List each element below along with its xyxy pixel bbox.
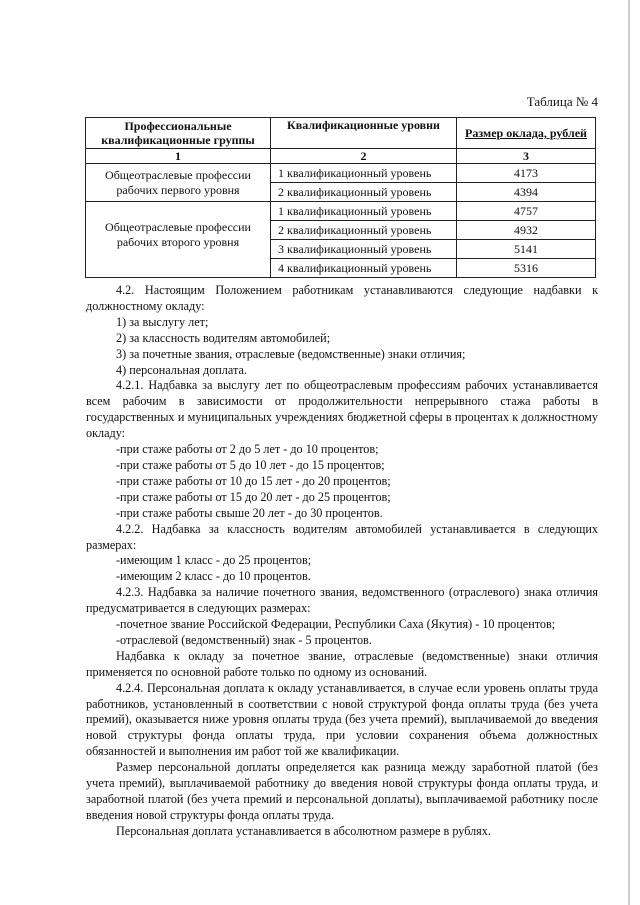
paragraph: 4.2. Настоящим Положением работникам устанавливаются следующие надбавки к должностному окладу: <box>86 283 598 313</box>
header-group: Профессиональные квалификационные группы <box>86 118 271 149</box>
paragraph: 4.2.3. Надбавка за наличие почетного звания, ведомственного (отраслевого) знака отличия предусматривается в следующих размерах: <box>86 585 598 616</box>
level-cell: 2 квалификационный уровень <box>271 221 457 240</box>
header-salary-text: Размер оклада, рублей <box>465 126 587 140</box>
salary-cell: 4394 <box>457 183 596 202</box>
list-item: 3) за почетные звания, отраслевые (ведомственные) знаки отличия; <box>116 346 466 361</box>
list-item: -при стаже работы от 5 до 10 лет - до 15 процентов; <box>116 457 385 472</box>
level-cell: 3 квалификационный уровень <box>271 240 457 259</box>
level-cell: 1 квалификационный уровень <box>271 202 457 221</box>
table-caption: Таблица № 4 <box>526 94 598 109</box>
column-number: 2 <box>271 149 457 164</box>
table-row <box>86 164 596 183</box>
list-item: -при стаже работы от 10 до 15 лет - до 20 процентов; <box>116 473 391 488</box>
paragraph: Персональная доплата устанавливается в абсолютном размере в рублях. <box>116 823 491 838</box>
salary-cell: 4173 <box>457 164 596 183</box>
column-number: 1 <box>86 149 271 164</box>
salary-table <box>85 117 596 278</box>
list-item: -почетное звание Российской Федерации, Республики Саха (Якутия) - 10 процентов; <box>116 617 556 632</box>
paragraph: 4.2.4. Персональная доплата к окладу устанавливается, в случае если уровень оплаты труда работников, установленный в соответствии с новой структурой фонда оплаты труда (без учета премий), оказывается ниже уровня оплаты труда (без учета премий), выплачиваемой до введения новой структуры фонда оплаты труда, при условии сохранения объема должностных обязанностей и выполнения им работ той же квалификации. <box>86 680 598 759</box>
list-item: -отраслевой (ведомственный) знак - 5 процентов. <box>116 632 372 647</box>
salary-cell: 4932 <box>457 221 596 240</box>
header-salary <box>457 118 596 149</box>
paragraph: 4.2.2. Надбавка за классность водителям автомобилей устанавливается в следующих размерах: <box>86 521 598 552</box>
paragraph: Надбавка к окладу за почетное звание, отраслевые (ведомственные) знаки отличия применяется по основной работе только по одному из оснований. <box>86 648 598 679</box>
list-item: -имеющим 2 класс - до 10 процентов. <box>116 569 311 584</box>
list-item: -при стаже работы свыше 20 лет - до 30 процентов. <box>116 505 383 520</box>
list-item: -при стаже работы от 15 до 20 лет - до 25 процентов; <box>116 489 391 504</box>
list-item: 4) персональная доплата. <box>116 362 247 377</box>
salary-cell: 4757 <box>457 202 596 221</box>
group-name: Общеотраслевые профессии рабочих первого уровня <box>86 164 271 202</box>
body-text <box>86 283 598 840</box>
list-item: -при стаже работы от 2 до 5 лет - до 10 процентов; <box>116 442 379 457</box>
paragraph: Размер персональной доплаты определяется как разница между заработной платой (без учета премий), выплачиваемой работнику до введения новой структуры фонда оплаты труда, и заработной платой (без учета премий и персональной доплаты), выплачиваемой работнику после введения новой структуры фонда оплаты труда. <box>86 760 598 822</box>
list-item: 2) за классность водителям автомобилей; <box>116 330 331 345</box>
level-cell: 2 квалификационный уровень <box>271 183 457 202</box>
level-cell: 4 квалификационный уровень <box>271 259 457 278</box>
scan-edge-line <box>628 0 630 905</box>
list-item: 1) за выслугу лет; <box>116 314 209 329</box>
group-name: Общеотраслевые профессии рабочих второго уровня <box>86 202 271 278</box>
column-number: 3 <box>457 149 596 164</box>
list-item: -имеющим 1 класс - до 25 процентов; <box>116 553 312 568</box>
level-cell: 1 квалификационный уровень <box>271 164 457 183</box>
salary-cell: 5141 <box>457 240 596 259</box>
paragraph: 4.2.1. Надбавка за выслугу лет по общеотраслевым профессиям рабочих устанавливается всем рабочим в зависимости от продолжительности непрерывного стажа работы в государственных и муниципальных учреждениях бюджетной сферы в процентах к должностному окладу: <box>86 378 598 441</box>
header-levels: Квалификационные уровни <box>271 118 457 149</box>
table-row <box>86 202 596 221</box>
salary-cell: 5316 <box>457 259 596 278</box>
